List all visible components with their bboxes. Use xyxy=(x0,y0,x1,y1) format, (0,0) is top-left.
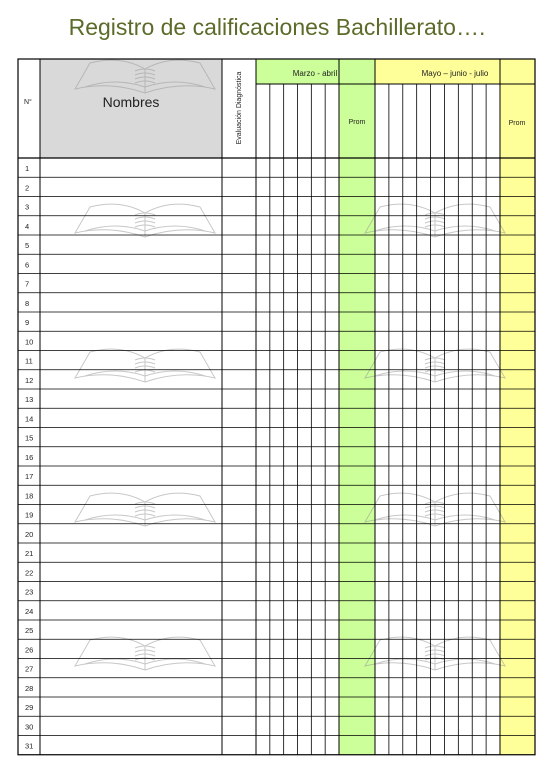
row-number: 5 xyxy=(25,241,30,250)
row-number: 23 xyxy=(25,587,34,597)
row-number: 7 xyxy=(25,279,30,289)
row-number: 11 xyxy=(25,356,33,366)
row-number: 24 xyxy=(25,606,34,616)
row-number: 4 xyxy=(25,221,30,231)
row-number: 15 xyxy=(25,433,34,443)
row-number: 22 xyxy=(25,568,34,578)
row-number: 25 xyxy=(25,626,34,635)
period1-average-column xyxy=(339,84,375,755)
period2-header: Mayo – junio - julio xyxy=(421,69,489,78)
row-number: 10 xyxy=(25,337,34,347)
period1-header: Marzo - abril xyxy=(292,69,338,78)
row-number: 31 xyxy=(25,741,34,751)
open-book-watermark-icon xyxy=(75,637,215,670)
number-header: N° xyxy=(24,99,32,106)
row-number: 9 xyxy=(25,318,30,327)
open-book-watermark-icon xyxy=(365,204,505,237)
row-number: 26 xyxy=(25,645,34,655)
row-number: 16 xyxy=(25,452,34,462)
open-book-watermark-icon xyxy=(365,493,505,526)
row-number: 2 xyxy=(25,183,30,193)
period2-average-column xyxy=(500,84,535,755)
row-number: 28 xyxy=(25,683,34,693)
row-number: 19 xyxy=(25,510,34,520)
open-book-watermark-icon xyxy=(75,204,215,237)
row-number: 3 xyxy=(25,202,30,212)
row-number: 17 xyxy=(25,472,34,481)
row-number: 12 xyxy=(25,375,34,385)
period2-average-header: Prom xyxy=(508,120,526,127)
open-book-watermark-icon xyxy=(75,349,215,382)
row-number: 29 xyxy=(25,703,34,712)
open-book-watermark-icon xyxy=(75,493,215,526)
diagnostic-header: Evaluación Diagnóstica xyxy=(236,71,243,145)
open-book-watermark-icon xyxy=(365,349,505,382)
row-number: 1 xyxy=(25,164,30,173)
open-book-watermark-icon xyxy=(365,637,505,670)
row-number: 18 xyxy=(25,491,34,501)
row-number: 8 xyxy=(25,298,30,308)
row-number: 30 xyxy=(25,722,34,732)
period1-average-header: Prom xyxy=(348,119,366,126)
row-number: 21 xyxy=(25,549,34,558)
row-number: 6 xyxy=(25,260,30,270)
page-title: Registro de calificaciones Bachillerato…. xyxy=(68,14,486,40)
row-number: 14 xyxy=(25,414,34,424)
names-header: Nombres xyxy=(102,94,160,110)
row-number: 20 xyxy=(25,529,34,539)
row-number: 13 xyxy=(25,395,34,404)
row-number: 27 xyxy=(25,664,34,674)
